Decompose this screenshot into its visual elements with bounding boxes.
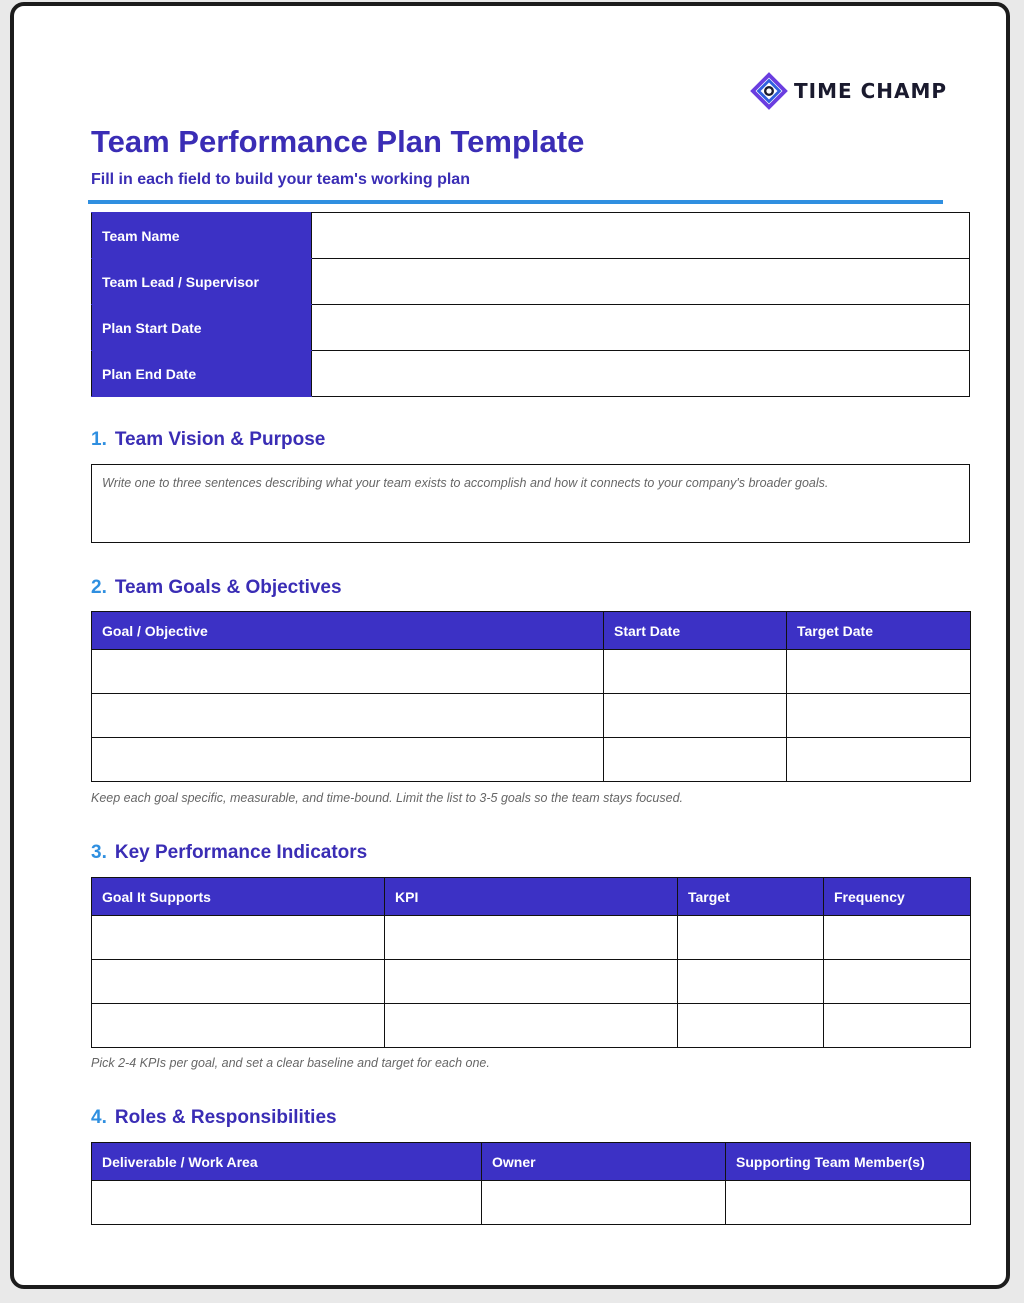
info-row bbox=[92, 351, 970, 397]
table-cell[interactable] bbox=[385, 1004, 678, 1048]
table-cell[interactable] bbox=[824, 960, 971, 1004]
info-label-plan-end: Plan End Date bbox=[92, 351, 312, 397]
page-subtitle: Fill in each field to build your team's working plan bbox=[91, 171, 470, 188]
info-label-team-name: Team Name bbox=[92, 213, 312, 259]
table-row bbox=[92, 738, 971, 782]
table-cell[interactable] bbox=[678, 960, 824, 1004]
section-title: Team Goals & Objectives bbox=[114, 577, 342, 598]
table-cell[interactable] bbox=[787, 694, 971, 738]
column-header: Start Date bbox=[604, 612, 787, 650]
team-info-table bbox=[91, 212, 970, 397]
section-number: 2. bbox=[91, 577, 107, 598]
section-number: 3. bbox=[91, 842, 107, 863]
section-title: Team Vision & Purpose bbox=[114, 429, 326, 450]
plan-end-date-field[interactable] bbox=[312, 351, 970, 397]
section-heading-kpis bbox=[91, 842, 367, 864]
table-cell[interactable] bbox=[92, 916, 385, 960]
table-cell[interactable] bbox=[678, 1004, 824, 1048]
roles-table bbox=[91, 1142, 971, 1225]
table-cell[interactable] bbox=[482, 1181, 726, 1225]
table-cell[interactable] bbox=[824, 916, 971, 960]
team-lead-field[interactable] bbox=[312, 259, 970, 305]
goals-table bbox=[91, 611, 971, 782]
section-heading-roles bbox=[91, 1107, 337, 1129]
column-header: KPI bbox=[385, 878, 678, 916]
info-row bbox=[92, 305, 970, 351]
section-title: Roles & Responsibilities bbox=[114, 1107, 337, 1128]
column-header: Deliverable / Work Area bbox=[92, 1143, 482, 1181]
vision-field[interactable]: Write one to three sentences describing what your team exists to accomplish and how it connects to your company's broader goals. bbox=[91, 464, 970, 543]
table-cell[interactable] bbox=[92, 738, 604, 782]
info-label-plan-start: Plan Start Date bbox=[92, 305, 312, 351]
table-row bbox=[92, 1181, 971, 1225]
table-cell[interactable] bbox=[385, 916, 678, 960]
column-header: Frequency bbox=[824, 878, 971, 916]
table-row bbox=[92, 960, 971, 1004]
column-header: Goal / Objective bbox=[92, 612, 604, 650]
column-header: Target bbox=[678, 878, 824, 916]
section-title: Key Performance Indicators bbox=[114, 842, 368, 863]
table-cell[interactable] bbox=[787, 650, 971, 694]
info-row bbox=[92, 259, 970, 305]
table-cell[interactable] bbox=[824, 1004, 971, 1048]
document-page bbox=[10, 2, 1010, 1289]
table-cell[interactable] bbox=[92, 650, 604, 694]
table-cell[interactable] bbox=[604, 650, 787, 694]
table-cell[interactable] bbox=[787, 738, 971, 782]
goals-note: Keep each goal specific, measurable, and time-bound. Limit the list to 3-5 goals so the team stays focused. bbox=[91, 791, 683, 805]
brand-logo bbox=[750, 72, 947, 110]
info-row bbox=[92, 213, 970, 259]
table-header-row bbox=[92, 612, 971, 650]
table-row bbox=[92, 916, 971, 960]
table-row bbox=[92, 650, 971, 694]
team-name-field[interactable] bbox=[312, 213, 970, 259]
table-cell[interactable] bbox=[678, 916, 824, 960]
page-title: Team Performance Plan Template bbox=[91, 124, 585, 159]
table-cell[interactable] bbox=[92, 694, 604, 738]
table-row bbox=[92, 1004, 971, 1048]
kpi-table bbox=[91, 877, 971, 1048]
section-number: 4. bbox=[91, 1107, 107, 1128]
section-heading-vision bbox=[91, 429, 325, 451]
section-number: 1. bbox=[91, 429, 107, 450]
table-cell[interactable] bbox=[604, 738, 787, 782]
column-header: Goal It Supports bbox=[92, 878, 385, 916]
table-cell[interactable] bbox=[726, 1181, 971, 1225]
table-cell[interactable] bbox=[92, 1181, 482, 1225]
column-header: Supporting Team Member(s) bbox=[726, 1143, 971, 1181]
column-header: Owner bbox=[482, 1143, 726, 1181]
table-cell[interactable] bbox=[604, 694, 787, 738]
table-header-row bbox=[92, 878, 971, 916]
kpi-note: Pick 2-4 KPIs per goal, and set a clear baseline and target for each one. bbox=[91, 1056, 490, 1070]
title-divider bbox=[88, 200, 943, 204]
info-label-team-lead: Team Lead / Supervisor bbox=[92, 259, 312, 305]
column-header: Target Date bbox=[787, 612, 971, 650]
brand-name: TIME CHAMP bbox=[794, 79, 948, 103]
table-cell[interactable] bbox=[92, 1004, 385, 1048]
table-row bbox=[92, 694, 971, 738]
table-header-row bbox=[92, 1143, 971, 1181]
section-heading-goals bbox=[91, 577, 342, 599]
time-champ-logo-icon bbox=[750, 72, 788, 110]
plan-start-date-field[interactable] bbox=[312, 305, 970, 351]
table-cell[interactable] bbox=[92, 960, 385, 1004]
table-cell[interactable] bbox=[385, 960, 678, 1004]
